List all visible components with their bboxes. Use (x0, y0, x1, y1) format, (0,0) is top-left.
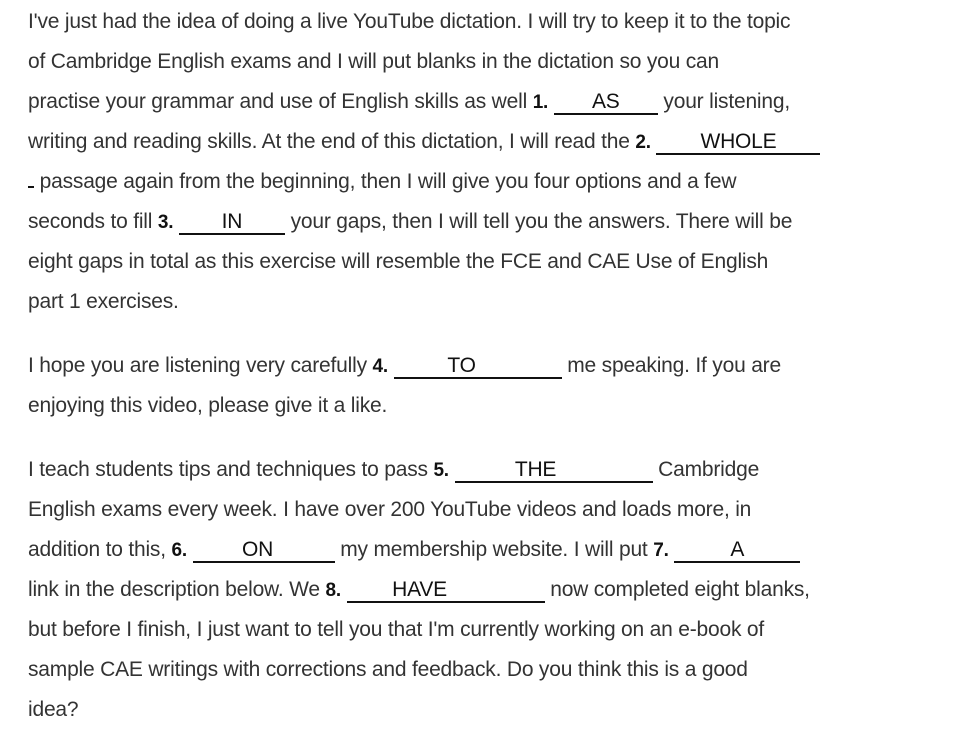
blank-number-5: 5. (433, 460, 449, 481)
paragraph-intro (28, 2, 952, 322)
blank-5 (455, 459, 653, 483)
blank-6 (193, 539, 335, 563)
blank-answer-6: ON (242, 538, 274, 561)
text-line (28, 530, 952, 570)
text: passage again from the beginning, then I will give you four options and a few (34, 170, 737, 193)
blank-1 (554, 91, 658, 115)
blank-answer-7: A (730, 538, 745, 561)
text: me speaking. If you are (561, 354, 781, 377)
text-line (28, 162, 952, 202)
blank-answer-1: AS (591, 90, 620, 113)
blank-number-6: 6. (171, 540, 187, 561)
text-line (28, 202, 952, 242)
blank-2 (656, 131, 820, 155)
text: link in the description below. We (28, 578, 326, 601)
text-line (28, 690, 952, 730)
blank-7 (674, 539, 800, 563)
text: practise your grammar and use of English skills as well (28, 90, 533, 113)
blank-number-2: 2. (635, 132, 651, 153)
blank-number-8: 8. (325, 580, 341, 601)
blank-answer-8: HAVE (392, 578, 447, 601)
text: English exams every week. I have over 200 YouTube videos and loads more, in (28, 498, 752, 521)
text: now completed eight blanks, (544, 578, 810, 601)
text-line (28, 386, 952, 426)
text: your listening, (657, 90, 790, 113)
text: eight gaps in total as this exercise will resemble the FCE and CAE Use of English (28, 250, 769, 273)
paragraph-teaching (28, 450, 952, 730)
text-line (28, 82, 952, 122)
blank-number-4: 4. (372, 356, 388, 377)
text-line (28, 610, 952, 650)
text-line (28, 650, 952, 690)
text: of Cambridge English exams and I will put blanks in the dictation so you can (28, 50, 720, 73)
blank-3 (179, 211, 285, 235)
text: my membership website. I will put (334, 538, 654, 561)
text: addition to this, (28, 538, 172, 561)
paragraph-listening (28, 346, 952, 426)
text: part 1 exercises. (28, 290, 179, 313)
text: I've just had the idea of doing a live YouTube dictation. I will try to keep it to the topic (28, 10, 791, 33)
text: enjoying this video, please give it a like. (28, 394, 388, 417)
blank-answer-2: WHOLE (700, 130, 777, 153)
text-line (28, 346, 952, 386)
text-line (28, 242, 952, 282)
text-line (28, 570, 952, 610)
text: I hope you are listening very carefully (28, 354, 373, 377)
text: seconds to fill (28, 210, 158, 233)
blank-number-7: 7. (653, 540, 669, 561)
text-line (28, 490, 952, 530)
text: idea? (28, 698, 79, 721)
text: Cambridge (652, 458, 760, 481)
blank-8 (347, 579, 545, 603)
text: but before I finish, I just want to tell you that I'm currently working on an e-book of (28, 618, 764, 641)
text-line (28, 2, 952, 42)
text-line (28, 42, 952, 82)
text: your gaps, then I will tell you the answers. There will be (284, 210, 793, 233)
text-line (28, 122, 952, 162)
blank-answer-5: THE (514, 458, 557, 481)
blank-number-3: 3. (157, 212, 174, 233)
blank-answer-4: TO (447, 354, 476, 377)
blank-4 (394, 355, 562, 379)
blank-number-1: 1. (532, 92, 549, 113)
text: I teach students tips and techniques to pass (28, 458, 434, 481)
text-line (28, 450, 952, 490)
text-line (28, 282, 952, 322)
text: writing and reading skills. At the end of this dictation, I will read the (28, 130, 636, 153)
blank-answer-3: IN (221, 210, 243, 233)
text: sample CAE writings with corrections and feedback. Do you think this is a good (28, 658, 748, 681)
